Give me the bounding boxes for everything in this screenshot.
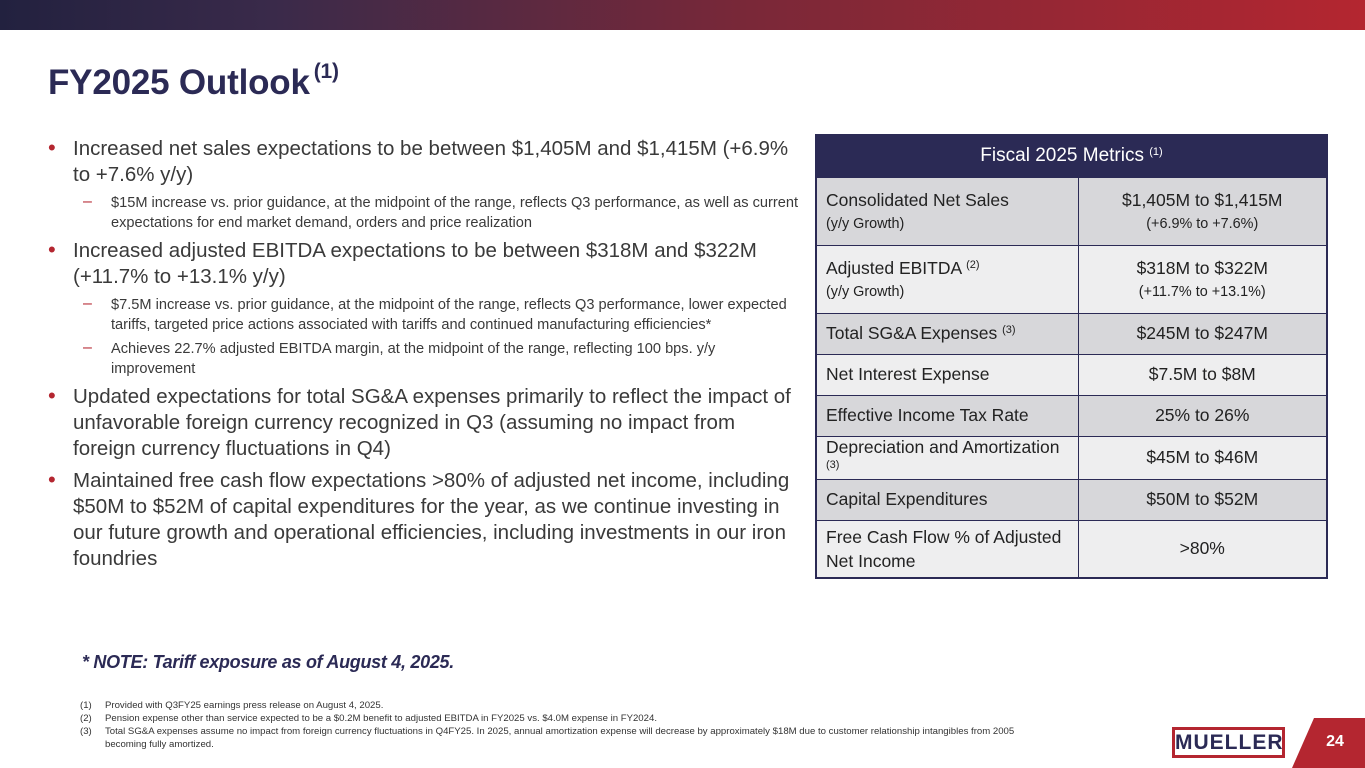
metric-value: $50M to $52M bbox=[1078, 479, 1327, 520]
sub-bullet-item: – $7.5M increase vs. prior guidance, at the midpoint of the range, reflects Q3 performance, lower expected tariffs, targeted price actions associated with tariffs and continued manufacturing efficiencies* bbox=[83, 295, 787, 333]
metric-label: Capital Expenditures bbox=[816, 479, 1078, 520]
table-row bbox=[816, 245, 1327, 313]
table-row bbox=[816, 313, 1327, 354]
metric-label: Depreciation and Amortization $^{(3)}$ bbox=[816, 436, 1078, 479]
bullet-icon: • bbox=[48, 467, 56, 492]
metric-label: Net Interest Expense bbox=[816, 354, 1078, 395]
page-title: FY2025 Outlook $^{(1)}$ bbox=[48, 60, 339, 102]
dash-icon: – bbox=[83, 193, 92, 210]
table-row bbox=[816, 436, 1327, 479]
bullet-item: • Increased adjusted EBITDA expectations to be between $318M and $322M (+11.7% to +13.1% y/y) bbox=[48, 237, 757, 288]
footnote: (3) Total SG&A expenses assume no impact from foreign currency fluctuations in Q4FY25. In 2025, annual amortization expense will decrease by approximately $18M due to customer relationship intangibles from 2005 becoming fully amortized. bbox=[80, 726, 1015, 750]
metric-label: Free Cash Flow % of Adjusted Net Income bbox=[816, 520, 1078, 578]
bullet-item: • Increased net sales expectations to be between $1,405M and $1,415M (+6.9% to +7.6% y/y) bbox=[48, 135, 789, 186]
metric-label: Consolidated Net Sales (y/y Growth) bbox=[816, 177, 1078, 245]
tariff-note: * NOTE: Tariff exposure as of August 4, 2025. bbox=[82, 652, 454, 672]
sub-bullet-item: – $15M increase vs. prior guidance, at the midpoint of the range, reflects Q3 performance, as well as current expectations for end market demand, orders and price realization bbox=[83, 193, 799, 231]
table-row bbox=[816, 395, 1327, 436]
metric-value: $245M to $247M bbox=[1078, 313, 1327, 354]
footnote: (2) Pension expense other than service expected to be a $0.2M benefit to adjusted EBITDA in FY2025 vs. $4.0M expense in FY2024. bbox=[80, 713, 657, 724]
metric-label: Total SG&A Expenses $^{(3)}$ bbox=[816, 313, 1078, 354]
table-row bbox=[816, 520, 1327, 578]
sub-bullet-item: – Achieves 22.7% adjusted EBITDA margin, at the midpoint of the range, reflecting 100 bps. y/y improvement bbox=[83, 339, 716, 377]
metrics-table bbox=[815, 134, 1328, 579]
metric-value: >80% bbox=[1078, 520, 1327, 578]
footnotes bbox=[80, 699, 1050, 751]
bullet-list bbox=[48, 136, 803, 578]
table-row bbox=[816, 479, 1327, 520]
metrics-table-title: Fiscal 2025 Metrics $^{(1)}$ bbox=[816, 135, 1327, 177]
metric-value: $1,405M to $1,415M (+6.9% to +7.6%) bbox=[1078, 177, 1327, 245]
dash-icon: – bbox=[83, 339, 92, 356]
metric-value: $318M to $322M (+11.7% to +13.1%) bbox=[1078, 245, 1327, 313]
bullet-icon: • bbox=[48, 383, 56, 408]
footnote: (1) Provided with Q3FY25 earnings press release on August 4, 2025. bbox=[80, 700, 384, 711]
top-gradient-bar bbox=[0, 0, 1365, 30]
mueller-logo: MUELLER bbox=[1172, 727, 1285, 758]
bullet-item: • Maintained free cash flow expectations >80% of adjusted net income, including $50M to $52M of capital expenditures for the year, as we continue investing in our future growth and operational efficiencies, including investments in our iron foundries bbox=[48, 467, 790, 570]
table-row bbox=[816, 177, 1327, 245]
dash-icon: – bbox=[83, 295, 92, 312]
page-number: 24 bbox=[1326, 733, 1344, 750]
metric-value: $45M to $46M bbox=[1078, 436, 1327, 479]
metric-label: Adjusted EBITDA $^{(2)}$ (y/y Growth) bbox=[816, 245, 1078, 313]
metric-label: Effective Income Tax Rate bbox=[816, 395, 1078, 436]
bullet-icon: • bbox=[48, 237, 56, 262]
metric-value: 25% to 26% bbox=[1078, 395, 1327, 436]
metrics-table-header bbox=[816, 135, 1327, 177]
bullet-icon: • bbox=[48, 135, 56, 160]
table-row bbox=[816, 354, 1327, 395]
bullet-item: • Updated expectations for total SG&A expenses primarily to reflect the impact of unfavorable foreign currency recognized in Q3 (assuming no impact from foreign currency fluctuations in Q4) bbox=[48, 383, 791, 460]
metric-value: $7.5M to $8M bbox=[1078, 354, 1327, 395]
